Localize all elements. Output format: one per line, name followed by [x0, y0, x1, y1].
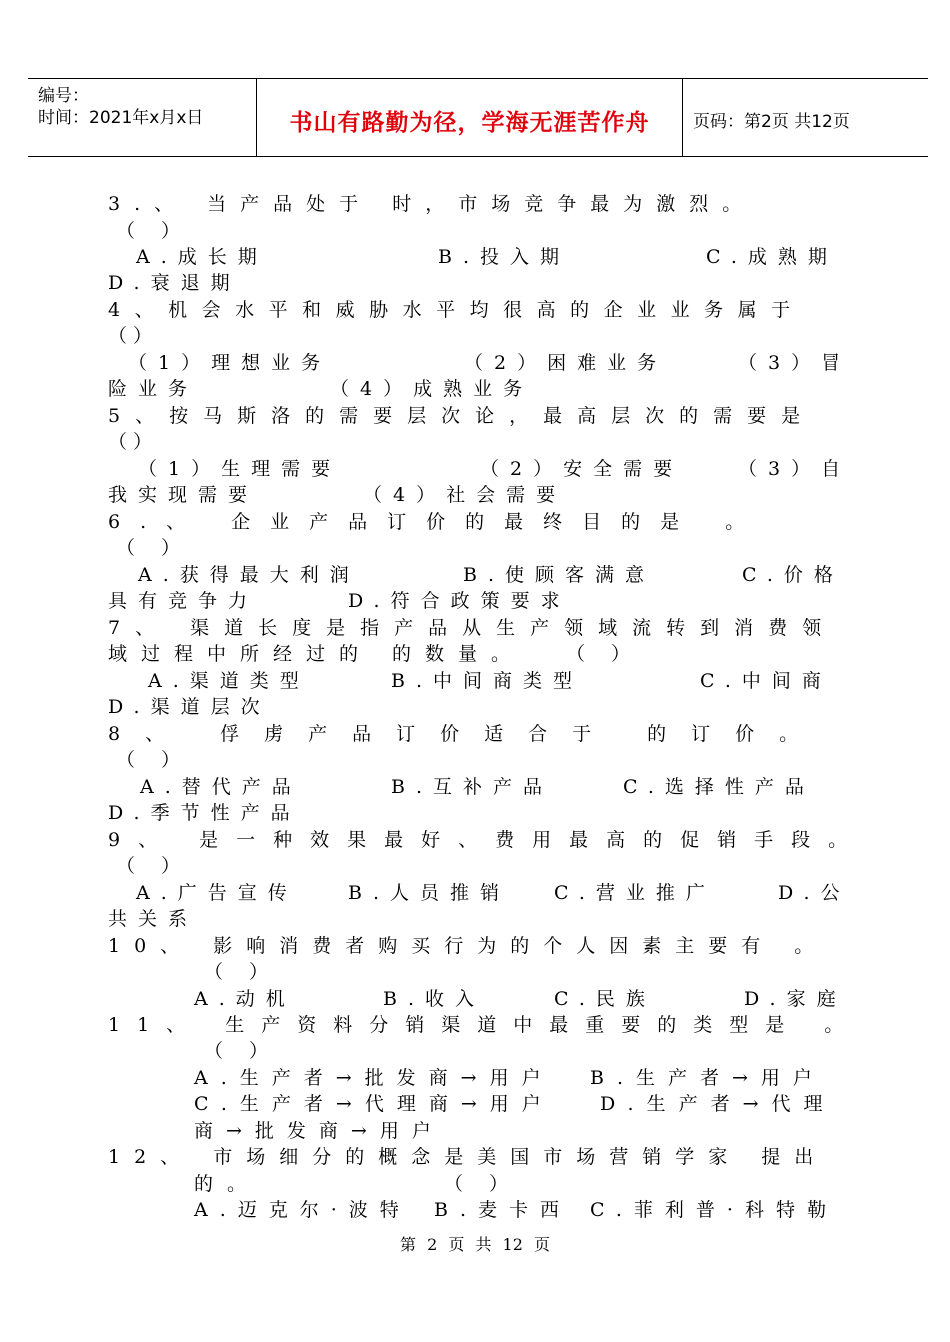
header-center-cell [257, 79, 683, 156]
question-7-option-c: C.中间商 [700, 670, 832, 692]
question-7-options-row [108, 668, 832, 694]
question-11-option-d-cont: 商→批发商→用户 [194, 1120, 444, 1142]
question-12-options-row [108, 1197, 838, 1223]
question-8-option-b: B.互补产品 [391, 776, 554, 798]
question-4-options-row [108, 350, 852, 376]
question-11-options-row-2 [108, 1091, 836, 1117]
question-8-paren: （ ） [116, 749, 191, 771]
question-6-option-d: D.符合政策要求 [348, 590, 571, 612]
question-12-stem-cont: 的。 （ ） [194, 1173, 519, 1195]
question-8-options-row [108, 774, 832, 800]
question-3-option-d: D.衰退期 [108, 272, 241, 294]
question-6-option-a: A.获得最大利润 [138, 564, 360, 586]
question-11-option-c: C.生产者→代理商→用户 [194, 1093, 554, 1115]
question-10-options-row [108, 986, 847, 1012]
question-9-option-b: B.人员推销 [348, 882, 511, 904]
header-right-cell [683, 79, 928, 156]
question-9-options-row-2 [108, 906, 832, 932]
question-6-option-c: C.价格 [742, 564, 844, 586]
question-12-option-b: B.麦卡西 [434, 1199, 572, 1221]
question-5-option-3-cont: 我实现需要 [108, 484, 259, 506]
question-4-stem: 4、机会水平和威胁水平均很高的企业业务属于 [108, 299, 805, 321]
question-10-option-a: A.动机 [194, 988, 296, 1010]
question-11-stem: 11、 生产资料分销渠道中最重要的类型是 。 [108, 1014, 861, 1036]
header-motto: 书山有路勤为径，学海无涯苦作舟 [289, 110, 650, 136]
question-3-options-row [108, 244, 838, 270]
question-11-options-row-3 [108, 1118, 832, 1144]
question-4-option-3: （3）冒 [738, 352, 852, 374]
question-8-option-a: A.替代产品 [140, 776, 302, 798]
question-7-stem-cont: 域过程中所经过的 的数量。 （ ） [108, 643, 641, 665]
question-4-option-3-cont: 险业务 [108, 378, 199, 400]
question-4-option-1: （1）理想业务 [128, 352, 332, 374]
question-4-options-row-2 [108, 376, 832, 402]
question-10-paren: （ ） [204, 961, 279, 983]
question-9-stem: 9、 是一种效果最好、费用最高的促销手段。 [108, 829, 866, 851]
question-4-option-2: （2）困难业务 [464, 352, 668, 374]
question-8-option-c: C.选择性产品 [623, 776, 815, 798]
question-8-stem: 8、 俘虏产品订价适合于 的订价。 [108, 723, 824, 745]
question-11-option-b: B.生产者→用户 [590, 1067, 825, 1089]
question-3-paren: （ ） [116, 220, 191, 242]
question-6-stem: 6.、 企业产品订价的最终目的是 。 [108, 511, 765, 533]
header-left-cell [28, 79, 257, 156]
question-5-option-1: （1）生理需要 [138, 458, 342, 480]
document-number-label: 编号： [38, 86, 89, 106]
question-9-paren: （ ） [116, 855, 191, 877]
question-10-option-c: C.民族 [554, 988, 656, 1010]
question-5-options-row [108, 456, 852, 482]
question-9-option-c: C.营业推广 [554, 882, 716, 904]
question-12-stem: 12、 市场细分的概念是美国市场营销学家 提出 [108, 1146, 828, 1168]
question-3-options-row-2 [108, 270, 832, 296]
question-9-options-row [108, 880, 851, 906]
question-12-option-c: C.菲利普·科特勒 [590, 1199, 838, 1221]
question-6-paren: （ ） [116, 537, 191, 559]
question-7-option-d: D.渠道层次 [108, 696, 271, 718]
question-4-option-4: （4）成熟业务 [330, 378, 534, 400]
question-11-option-a: A.生产者→批发商→用户 [194, 1067, 554, 1089]
question-8-option-d: D.季节性产品 [108, 802, 301, 824]
question-3-stem: 3.、 当产品处于 时，市场竞争最为激烈。 [108, 193, 756, 215]
question-6-options-row-2 [108, 588, 832, 614]
question-12-option-a: A.迈克尔·波特 [194, 1199, 411, 1221]
question-3-option-b: B.投入期 [438, 246, 571, 268]
question-5-paren: （ ） [108, 431, 153, 453]
question-3-option-c: C.成熟期 [706, 246, 838, 268]
question-10-option-d: D.家庭 [744, 988, 847, 1010]
question-11-options-row [108, 1065, 832, 1091]
question-7-paren: （ ） [566, 643, 641, 665]
question-9-option-d-cont: 共关系 [108, 908, 199, 930]
question-5-option-3: （3）自 [738, 458, 852, 480]
question-7-options-row-2 [108, 694, 832, 720]
document-header [28, 78, 928, 157]
page-footer: 第 2 页 共 12 页 [400, 1235, 550, 1254]
question-9-option-d: D.公 [778, 882, 851, 904]
question-12-paren: （ ） [444, 1173, 519, 1195]
question-11-option-d: D.生产者→代理 [600, 1093, 836, 1115]
question-5-stem: 5、按马斯洛的需要层次论，最高层次的需要是 [108, 405, 816, 427]
question-5-option-4: （4）社会需要 [363, 484, 567, 506]
question-4-paren: （ ） [108, 325, 153, 347]
question-10-option-b: B.收入 [383, 988, 486, 1010]
question-7-option-a: A.渠道类型 [148, 670, 310, 692]
question-10-stem: 10、 影响消费者购买行为的个人因素主要有 。 [108, 935, 828, 957]
question-5-options-row-2 [108, 482, 832, 508]
question-6-option-c-cont: 具有竞争力 [108, 590, 259, 612]
question-9-option-a: A.广告宣传 [136, 882, 298, 904]
question-3-option-a: A.成长期 [136, 246, 268, 268]
page-indicator: 页码：第2页 共12页 [693, 112, 850, 132]
question-6-option-b: B.使顾客满意 [463, 564, 656, 586]
question-7-stem: 7、 渠道长度是指产品从生产领域流转到消费领 [108, 617, 837, 639]
question-7-option-b: B.中间商类型 [391, 670, 584, 692]
question-8-options-row-2 [108, 800, 832, 826]
document-time-label: 时间：2021年x月x日 [38, 108, 204, 128]
question-11-paren: （ ） [204, 1040, 279, 1062]
question-5-option-2: （2）安全需要 [480, 458, 684, 480]
question-6-options-row [108, 562, 844, 588]
